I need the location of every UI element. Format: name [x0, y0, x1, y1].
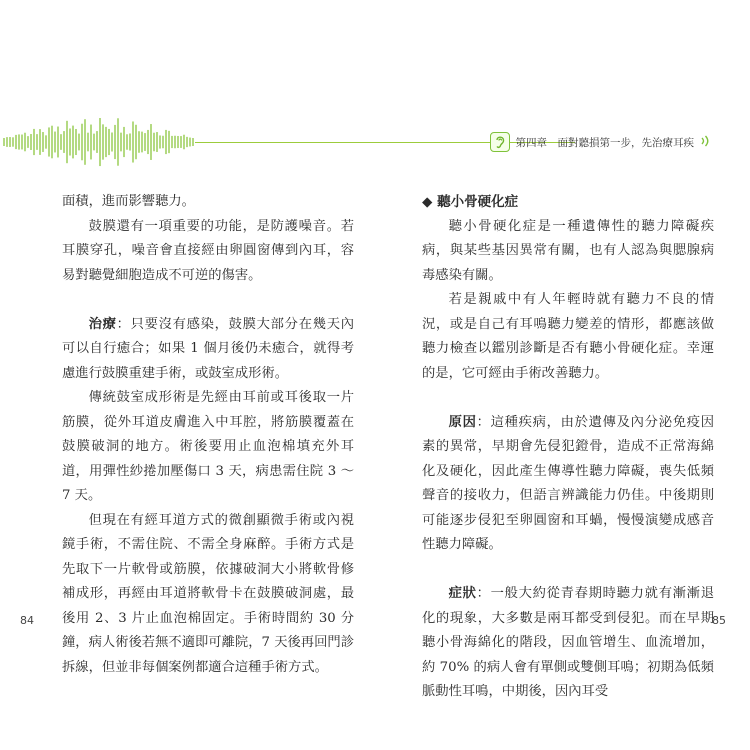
chapter-header: [490, 132, 713, 152]
treatment-label: 治療: [88, 316, 117, 332]
symptom-label: 症狀: [448, 586, 477, 601]
cause-text: ：這種疾病，由於遺傳及內分泌免疫因素的異常，早期會先侵犯鐙骨，造成不正常海綿化及硬化，因此產生傳導性聽力障礙，喪失低頻聲音的接收力，但語言辨識能力仍佳。中後期則可能逐步侵犯至卵圓窗和耳蝸，慢慢演變成感音性聽力障礙。: [422, 414, 715, 552]
left-page-body: [62, 190, 354, 680]
ear-icon: [490, 132, 510, 152]
symptom-text: ：一般大約從青春期時聽力就有漸漸退化的現象，大多數是兩耳都受到侵犯。而在早期聽小骨海綿化的階段，因血管增生、血流增加，約 70% 的病人會有單側或雙側耳鳴；初期為低頻脈動性耳鳴，中期後，因內耳受: [422, 586, 715, 699]
cause-label: 原因: [448, 414, 477, 430]
page-number-right: 85: [712, 614, 726, 627]
paragraph: 但現在有經耳道方式的微創顯微手術或內視鏡手術，不需住院、不需全身麻醉。手術方式是先取下一片軟骨或筋膜，依據破洞大小將軟骨修補成形，再經由耳道將軟骨卡在鼓膜破洞處，最後用 2、3 片止血泡棉固定。手術時間約 30 分鐘，病人術後若無不適即可離院，7 天後再回門診拆線，但並非每個案例都適合這種手術方式。: [62, 512, 354, 675]
paragraph-cause: [422, 411, 714, 558]
treatment-text: ：只要沒有感染，鼓膜大部分在幾天內可以自行癒合；如果 1 個月後仍未癒合，就得考慮進行鼓膜重建手術，或鼓室成形術。: [62, 316, 355, 381]
paragraph-treatment: [62, 313, 354, 387]
paragraph: 若是親戚中有人年輕時就有聽力不良的情況，或是自己有耳鳴聽力變差的情形，都應該做聽力檢查以鑑別診斷是否有聽小骨硬化症。幸運的是，它可經由手術改善聽力。: [422, 292, 714, 381]
chapter-title: 第四章 面對聽損第一步，先治療耳疾: [515, 136, 694, 149]
sound-waves-icon: [700, 133, 712, 152]
paragraph: 傳統鼓室成形術是先經由耳前或耳後取一片筋膜，從外耳道皮膚進入中耳腔，將筋膜覆蓋在鼓膜破洞的地方。術後要用止血泡棉填充外耳道，用彈性紗捲加壓傷口 3 天，病患需住院 3 ～ 7 天。: [62, 390, 354, 503]
paragraph-symptom: [422, 582, 714, 705]
right-page-body: [422, 190, 714, 705]
paragraph: 鼓膜還有一項重要的功能，是防護噪音。若耳膜穿孔，噪音會直接經由卵圓窗傳到內耳，容易對聽覺細胞造成不可逆的傷害。: [62, 218, 354, 283]
paragraph: 面積，進而影響聽力。: [62, 194, 195, 209]
page-number-left: 84: [20, 614, 34, 627]
paragraph: 聽小骨硬化症是一種遺傳性的聽力障礙疾病，與某些基因異常有關，也有人認為與腮腺病毒感染有關。: [422, 218, 714, 283]
section-title: ◆ 聽小骨硬化症: [422, 194, 519, 210]
